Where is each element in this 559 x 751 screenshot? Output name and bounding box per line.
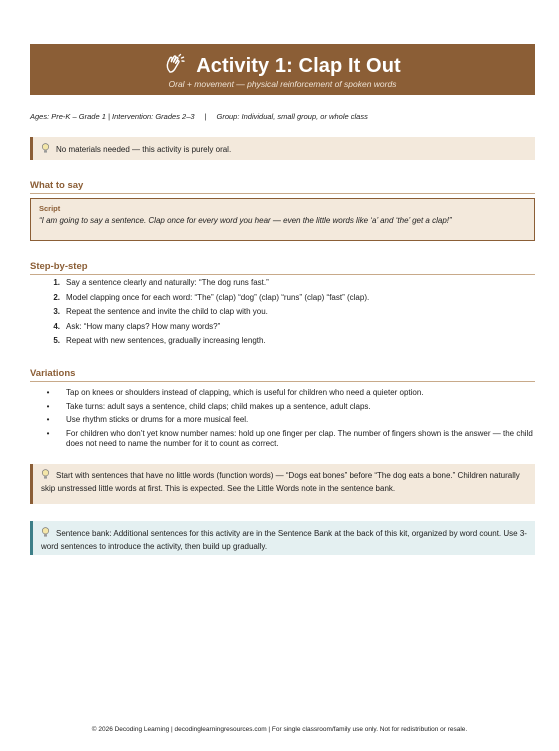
step-text: Ask: “How many claps? How many words?” xyxy=(66,321,221,331)
variation-text: For children who don’t yet know number names: hold up one finger per clap. The number of fingers shown is the answer — the child does not need to name the number for it to count as correct. xyxy=(66,428,533,448)
section-heading-what-to-say: What to say xyxy=(30,180,535,194)
variation-text: Take turns: adult says a sentence, child claps; child makes up a sentence, adult claps. xyxy=(66,401,371,411)
step-item xyxy=(30,322,535,337)
bullet-marker: • xyxy=(46,428,50,438)
step-text: Repeat with new sentences, gradually increasing length. xyxy=(66,336,266,345)
step-text: Model clapping once for each word: “The” (clap) “dog” (clap) “runs” (clap) “fast” (clap). xyxy=(66,292,370,302)
steps-list xyxy=(30,278,535,351)
step-number: 2. xyxy=(53,292,60,302)
function-words-tip xyxy=(30,464,535,504)
step-number: 3. xyxy=(53,307,60,316)
step-number: 1. xyxy=(53,278,60,287)
section-heading-variations: Variations xyxy=(30,368,535,382)
step-text: Say a sentence clearly and naturally: “The dog runs fast.” xyxy=(66,278,269,287)
step-number: 5. xyxy=(53,336,60,345)
materials-callout xyxy=(30,137,535,160)
variation-text: Use rhythm sticks or drums for a more musical feel. xyxy=(66,415,249,424)
variation-item xyxy=(30,388,535,398)
step-item xyxy=(30,293,535,308)
meta-divider: | xyxy=(204,112,207,121)
materials-note: No materials needed — this activity is purely oral. xyxy=(56,145,232,154)
ages-info: Ages: Pre-K – Grade 1 | Intervention: Grades 2–3 xyxy=(30,112,195,121)
variation-item xyxy=(30,429,535,449)
variations-list xyxy=(30,388,535,452)
step-text: Repeat the sentence and invite the child to clap with you. xyxy=(66,307,268,316)
function-words-tip-text: Start with sentences that have no little words (function words) — “Dogs eat bones” before “The dog eats a bone.” Children naturally skip unstressed little words at first. This is expected. See the Little Words note in the sentence bank. xyxy=(41,471,520,493)
page-footer: © 2026 Decoding Learning | decodinglearningresources.com | For single classroom/family use only. Not for redistribution or resale. xyxy=(91,726,468,733)
variation-item xyxy=(30,402,535,412)
activity-meta xyxy=(30,112,535,121)
step-number: 4. xyxy=(53,321,60,331)
script-label: Script xyxy=(39,204,61,213)
sentence-bank-tip-text: Sentence bank: Additional sentences for this activity are in the Sentence Bank at the back of this kit, organized by word count. Use 3-word sentences to introduce the activity, then build up gradually. xyxy=(41,529,527,551)
variation-item xyxy=(30,415,535,425)
bullet-marker: • xyxy=(46,388,50,397)
group-info: Group: Individual, small group, or whole class xyxy=(216,112,368,121)
lightbulb-icon xyxy=(41,143,50,157)
lightbulb-icon xyxy=(41,527,50,541)
title-row xyxy=(30,53,535,79)
bullet-marker: • xyxy=(46,415,50,424)
section-heading-step-by-step: Step-by-step xyxy=(30,261,535,275)
activity-subtitle: Oral + movement — physical reinforcement of spoken words xyxy=(168,79,397,89)
variation-text: Tap on knees or shoulders instead of clapping, which is useful for children who need a quieter option. xyxy=(66,388,424,397)
lightbulb-icon xyxy=(41,469,50,483)
step-item xyxy=(30,278,535,293)
bullet-marker: • xyxy=(46,401,50,411)
step-item xyxy=(30,307,535,322)
sentence-bank-tip xyxy=(30,521,535,555)
activity-title: Activity 1: Clap It Out xyxy=(196,54,401,77)
script-box xyxy=(30,198,535,241)
step-item xyxy=(30,336,535,351)
clapping-hands-icon xyxy=(164,53,186,80)
activity-header-banner xyxy=(30,44,535,95)
script-text: “I am going to say a sentence. Clap once for every word you hear — even the little words like ‘a’ and ‘the’ get a clap!” xyxy=(39,216,452,225)
